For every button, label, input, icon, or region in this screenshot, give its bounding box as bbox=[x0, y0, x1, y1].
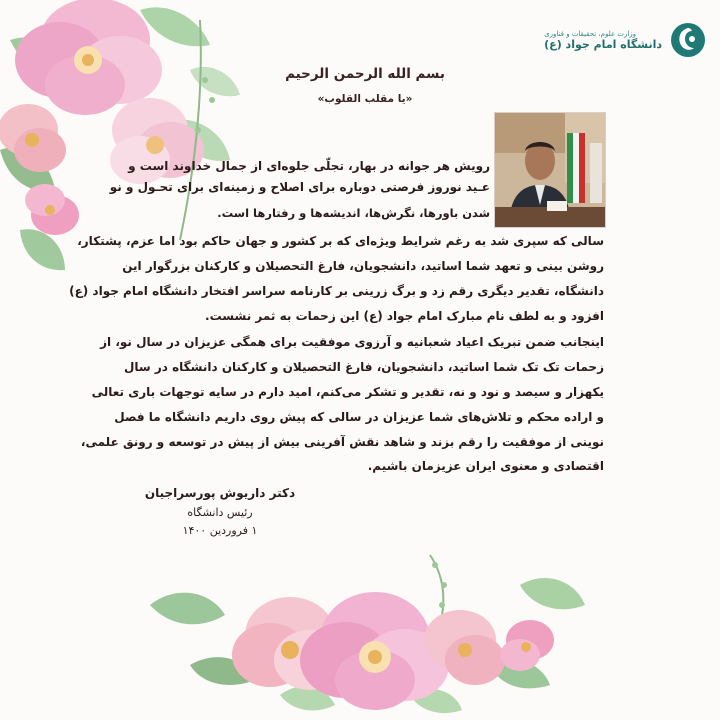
ministry-name: وزارت علوم، تحقیقات و فناوری bbox=[544, 29, 637, 38]
signatory-name: دکتر داریوش پورسراجیان bbox=[144, 486, 296, 500]
paragraph-3-line-1: اینجانب ضمن تبریک اعیاد شعبانیه و آرزوی موفقیت برای همگی عزیزان در سال نو، از bbox=[100, 335, 604, 349]
president-photo bbox=[494, 112, 606, 228]
university-name: دانشگاه امام جواد (ع) bbox=[544, 37, 662, 51]
paragraph-2-line-2: روشن بینی و تعهد شما اساتید، دانشجویان، فارغ التحصیلان و کارکنان بزرگوار این bbox=[122, 259, 604, 273]
university-emblem-icon bbox=[670, 22, 706, 58]
paragraph-2-line-3: دانشگاه، تقدیر دیگری رقم زد و برگ زرینی بر کارنامه سراسر افتخار دانشگاه امام جواد (ع) bbox=[69, 284, 604, 298]
paragraph-3-line-6: اقتصادی و معنوی ایران عزیزمان باشیم. bbox=[367, 459, 604, 473]
floral-decoration-bottom bbox=[130, 545, 600, 720]
bismillah-heading: بسم الله الرحمن الرحیم bbox=[285, 66, 445, 82]
paragraph-3-line-3: یکهزار و سیصد و نود و نه، تقدیر و تشکر می‌کنم، امید دارم در سایه توجهات باری تعالی bbox=[91, 385, 604, 399]
paragraph-1-line-2: عـید نوروز فرصتی دوباره برای اصلاح و زمینه‌ای برای تحـول و نو bbox=[109, 180, 490, 194]
university-logo bbox=[544, 22, 706, 58]
signatory-title: رئیس دانشگاه bbox=[187, 506, 253, 519]
paragraph-3-line-5: نوینی از موفقیت را رقم بزند و شاهد نقش آفرینی بیش از پیش در توسعه و رونق علمی، bbox=[80, 435, 604, 449]
paragraph-3-line-4: و اراده محکم و تلاش‌های شما عزیزان در سالی که پیش روی داریم دانشگاه ما فصل bbox=[114, 410, 604, 424]
paragraph-1-line-1: رویش هر جوانه در بهار، تجلّی جلوه‌ای از جمال خداوند است و bbox=[128, 159, 490, 173]
paragraph-1-line-3: شدن باورها، نگرش‌ها، اندیشه‌ها و رفتارها است. bbox=[217, 206, 490, 220]
floral-decoration-top-left bbox=[0, 0, 260, 300]
invocation-subtitle: «یا مقلب القلوب» bbox=[317, 93, 413, 105]
paragraph-2-line-1: سالی که سپری شد به رغم شرایط ویژه‌ای که بر کشور و جهان حاکم بود اما عزم، پشتکار، bbox=[77, 234, 604, 248]
paragraph-2-line-4: افزود و به لطف نام مبارک امام جواد (ع) این زحمات به ثمر نشست. bbox=[205, 309, 604, 323]
letter-date: ۱ فروردین ۱۴۰۰ bbox=[182, 524, 258, 537]
paragraph-3-line-2: زحمات تک تک شما اساتید، دانشجویان، فارغ التحصیلان و کارکنان دانشگاه در سال bbox=[123, 360, 604, 374]
signature-block bbox=[120, 486, 320, 537]
